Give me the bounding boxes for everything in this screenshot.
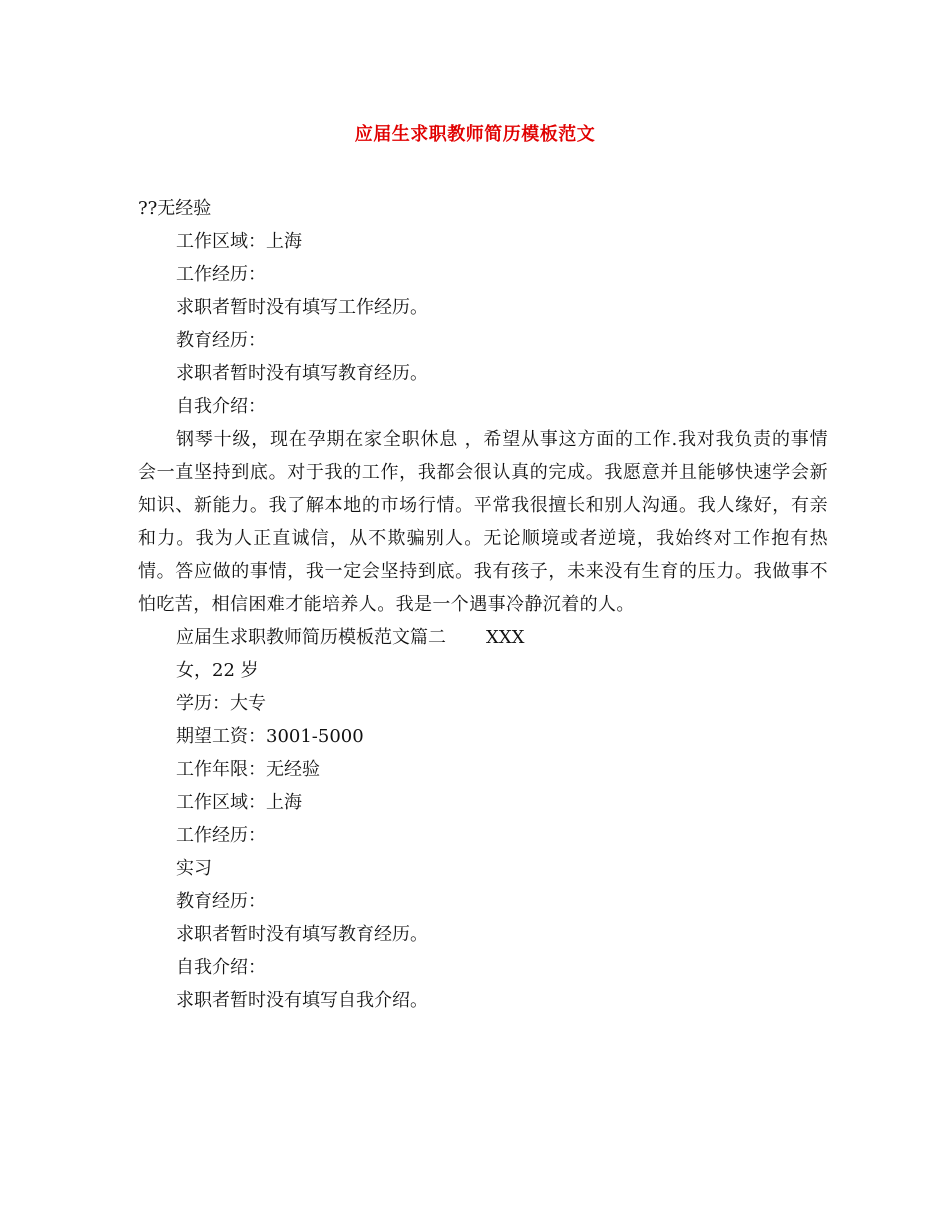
education-heading: 教育经历： [176, 330, 266, 351]
work-area-line: 工作区域：上海 [176, 231, 302, 252]
education-heading-2: 教育经历： [176, 891, 266, 912]
work-history-heading-2: 工作经历： [176, 825, 266, 846]
work-area-line-2: 工作区域：上海 [176, 792, 302, 813]
work-history-text: 求职者暂时没有填写工作经历。 [176, 297, 428, 318]
education-text-2: 求职者暂时没有填写教育经历。 [176, 924, 428, 945]
document-body [138, 192, 828, 1017]
experience-line: ??无经验 [138, 198, 212, 219]
self-intro-text-2: 求职者暂时没有填写自我介绍。 [176, 990, 428, 1011]
candidate-name: XXX [486, 627, 525, 648]
section-two-heading [138, 621, 828, 654]
self-intro-heading-2: 自我介绍： [176, 957, 266, 978]
education-text: 求职者暂时没有填写教育经历。 [176, 363, 428, 384]
degree-line: 学历：大专 [176, 693, 266, 714]
self-intro-heading: 自我介绍： [176, 396, 266, 417]
gender-age-line: 女，22 岁 [176, 660, 259, 681]
salary-line: 期望工资：3001-5000 [176, 726, 364, 747]
self-intro-paragraph: 钢琴十级，现在孕期在家全职休息 ，希望从事这方面的工作.我对我负责的事情会一直坚持到底。对于我的工作，我都会很认真的完成。我愿意并且能够快速学会新知识、新能力。我了解本地的市场行情。平常我很擅长和别人沟通。我人缘好，有亲和力。我为人正直诚信，从不欺骗别人。无论顺境或者逆境，我始终对工作抱有热情。答应做的事情，我一定会坚持到底。我有孩子，未来没有生育的压力。我做事不怕吃苦，相信困难才能培养人。我是一个遇事冷静沉着的人。 [138, 429, 828, 615]
internship-line: 实习 [176, 858, 212, 879]
work-history-heading: 工作经历： [176, 264, 266, 285]
document-title: 应届生求职教师简历模板范文 [354, 124, 596, 145]
work-years-line: 工作年限：无经验 [176, 759, 320, 780]
section-two-title: 应届生求职教师简历模板范文篇二 [176, 627, 446, 648]
